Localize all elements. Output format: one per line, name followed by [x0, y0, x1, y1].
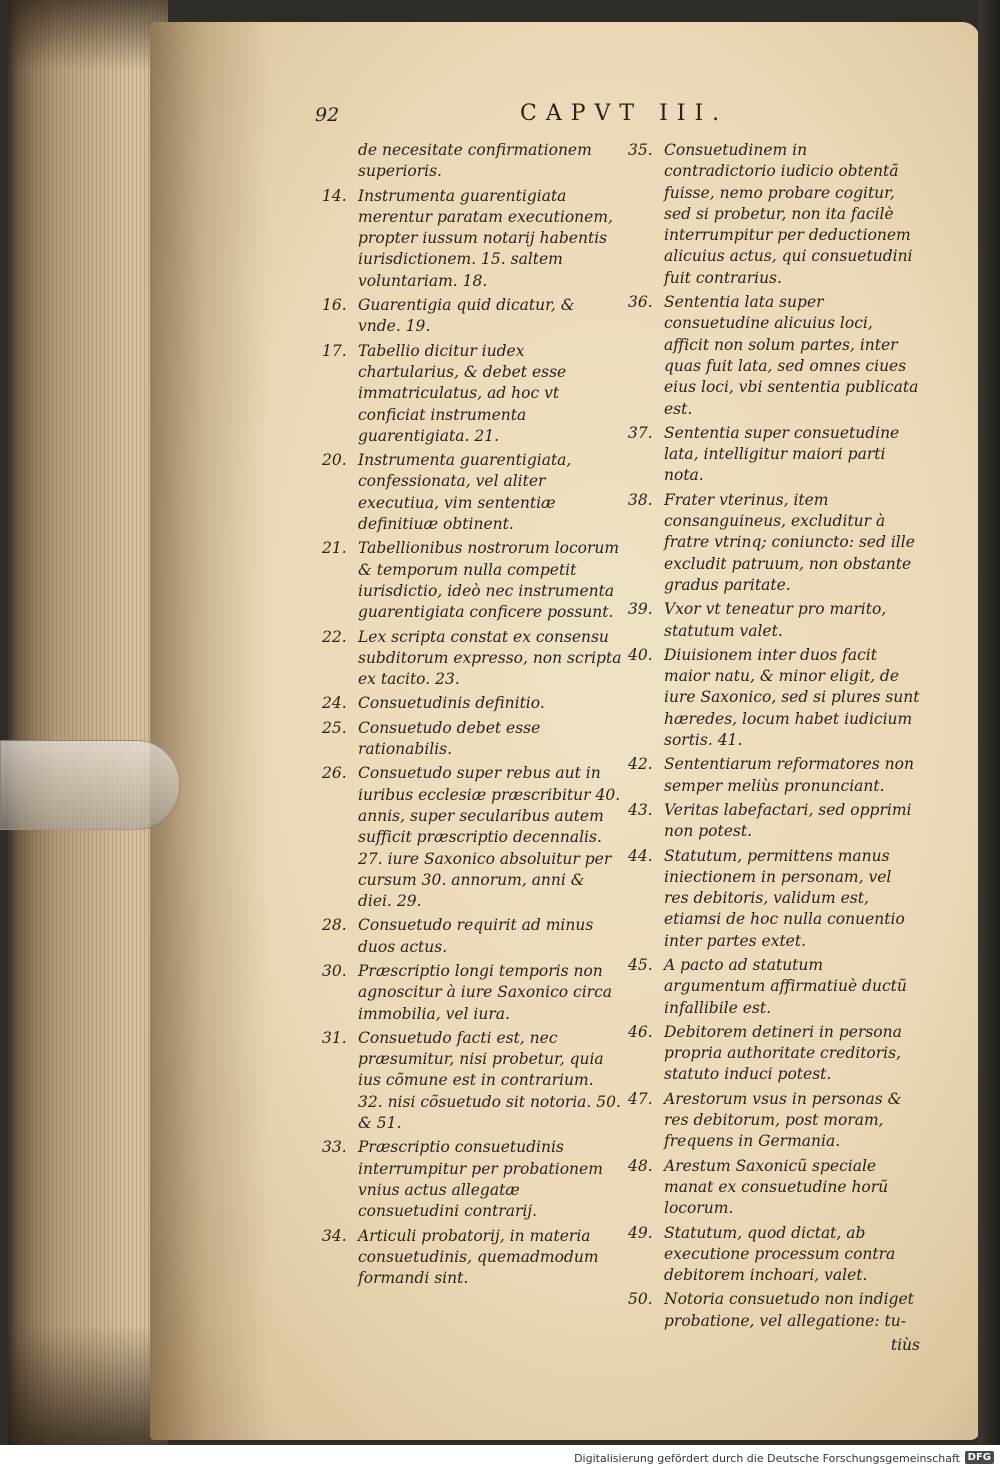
entry-number: 50.	[628, 1290, 653, 1309]
entry-number: 39.	[628, 600, 653, 619]
entry-text: Præscriptio consuetudinis interrumpitur per probationem vnius actus allegatæ consuetudini contrarij.	[358, 1138, 603, 1221]
entry-text: Diuisionem inter duos facit maior natu, & minor eligit, de iure Saxonico, sed si plures sunt hæredes, locum habet iudicium sortis. 41.	[664, 645, 920, 750]
entry-number: 37.	[628, 423, 653, 442]
index-entry	[628, 423, 920, 487]
entry-text: Tabellio dicitur iudex chartularius, & debet esse immatriculatus, ad hoc vt conficiat instrumenta guarentigiata. 21.	[358, 341, 567, 445]
dfg-logo: DFG	[965, 1451, 994, 1464]
index-entry	[322, 1028, 622, 1134]
entry-text: A pacto ad statutum argumentum affirmatiuè ductũ infallibile est.	[664, 955, 907, 1017]
entry-text: Consuetudo facti est, nec præsumitur, nisi probetur, quia ius cõmune est in contrarium. 32. nisi cõsuetudo sit notoria. 50. & 51.	[358, 1028, 621, 1133]
running-head: CAPVT III.	[520, 101, 729, 126]
entry-number: 45.	[628, 955, 653, 974]
entry-text: Arestorum vsus in personas & res debitorum, post moram, frequens in Germania.	[664, 1089, 902, 1151]
entry-text: Notoria consuetudo non indiget probatione, vel allegatione: tu-	[664, 1290, 914, 1330]
left-column	[322, 140, 622, 1292]
entry-text: Vxor vt teneatur pro marito, statutum valet.	[664, 600, 887, 640]
index-entry	[628, 955, 920, 1019]
entry-text: Tabellionibus nostrorum locorum & temporum nulla competit iurisdictio, ideò nec instrumenta guarentigiata conficere possunt.	[358, 539, 620, 622]
index-entry	[322, 295, 622, 338]
entry-number: 20.	[322, 451, 347, 470]
entry-number: 34.	[322, 1226, 347, 1245]
index-entry	[322, 450, 622, 535]
index-entry	[322, 915, 622, 958]
entry-text: Consuetudinis definitio.	[358, 694, 545, 713]
entry-text: Consuetudo requirit ad minus duos actus.	[358, 916, 594, 956]
index-entry	[628, 645, 920, 751]
entry-number: 25.	[322, 718, 347, 737]
entry-text: Veritas labefactari, sed opprimi non potest.	[664, 800, 912, 841]
entry-number: 33.	[322, 1138, 347, 1157]
page-holder-clip	[0, 740, 180, 830]
index-entry	[322, 961, 622, 1025]
entry-number: 48.	[628, 1156, 653, 1175]
entry-number: 31.	[322, 1028, 347, 1047]
page-number: 92	[315, 104, 340, 126]
index-entry	[628, 1156, 920, 1220]
entry-number: 16.	[322, 296, 347, 315]
entry-number: 36.	[628, 293, 653, 312]
index-entry	[322, 538, 622, 623]
entry-text: Lex scripta constat ex consensu subditorum expresso, non scripta ex tacito. 23.	[358, 627, 622, 689]
entry-text: Frater vterinus, item consanguineus, excluditur à fratre vtrinq; coniuncto: sed ille excludit patruum, non obstante gradus paritate.	[664, 490, 915, 594]
index-entry	[322, 718, 622, 761]
book-cover-edge	[978, 0, 1000, 1445]
entry-number: 47.	[628, 1089, 653, 1108]
entry-number: 35.	[628, 141, 653, 159]
index-entry	[628, 754, 920, 797]
entry-number: 42.	[628, 755, 653, 774]
entry-text: Consuetudinem in contradictorio iudicio obtentã fuisse, nemo probare cogitur, sed si probetur, non ita facilè interrumpitur per deductionem alicuius actus, qui consuetudini fuit contrarius.	[664, 141, 913, 287]
index-entry	[628, 1223, 920, 1287]
entry-number: 28.	[322, 916, 347, 935]
entry-number: 46.	[628, 1022, 653, 1041]
entry-text: Guarentigia quid dicatur, & vnde. 19.	[358, 296, 575, 336]
entry-text: Sententiarum reformatores non semper meliùs pronunciant.	[664, 755, 914, 795]
digitization-footer	[0, 1445, 1000, 1473]
entry-number: 14.	[322, 186, 347, 205]
entry-number: 22.	[322, 627, 347, 646]
index-entry	[628, 846, 920, 952]
index-entry	[628, 490, 920, 596]
index-entry	[628, 1289, 920, 1332]
index-entry	[628, 800, 920, 843]
index-entry	[628, 1022, 920, 1086]
entry-text: Statutum, permittens manus iniectionem in personam, vel res debitoris, validum est, etiamsi de hoc nulla conuentio inter partes extet.	[664, 846, 905, 950]
entry-text: Statutum, quod dictat, ab executione processum contra debitorem inchoari, valet.	[664, 1223, 896, 1285]
index-entry	[322, 186, 622, 292]
index-entry	[322, 140, 622, 183]
entry-number: 17.	[322, 341, 347, 360]
index-entry	[322, 1137, 622, 1222]
index-entry	[322, 341, 622, 447]
gutter-shadow	[150, 22, 270, 1440]
entry-text: Articuli probatorij, in materia consuetudinis, quemadmodum formandi sint.	[358, 1226, 599, 1288]
index-entry	[322, 763, 622, 912]
entry-text: Instrumenta guarentigiata, confessionata, vel aliter executiua, vim sententiæ definitiuæ obtinent.	[358, 451, 572, 534]
catchword: tiùs	[890, 1336, 920, 1355]
entry-number: 38.	[628, 490, 653, 509]
entry-text: Sententia lata super consuetudine alicuius loci, afficit non solum partes, inter quas fuit lata, sed omnes ciues eius loci, vbi sententia publicata est.	[664, 293, 919, 418]
entry-number: 26.	[322, 764, 347, 783]
index-entry	[322, 693, 622, 714]
right-column	[628, 140, 920, 1356]
entry-text: Consuetudo super rebus aut in iuribus ecclesiæ præscribitur 40. annis, super secularibus autem sufficit præscriptio decennalis. 27. iure Saxonico absoluitur per cursum 30. annorum, anni & diei. 29.	[358, 764, 621, 911]
entry-number: 21.	[322, 539, 347, 558]
entry-text: Debitorem detineri in persona propria authoritate creditoris, statuto induci potest.	[664, 1022, 902, 1084]
entry-number: 44.	[628, 846, 653, 865]
book-page-edges	[8, 0, 168, 1445]
entry-number: 24.	[322, 694, 347, 713]
entry-text: Instrumenta guarentigiata merentur paratam executionem, propter iussum notarij habentis iurisdictionem. 15. saltem voluntariam. 18.	[358, 186, 613, 290]
index-entry	[322, 627, 622, 691]
entry-text: Consuetudo debet esse rationabilis.	[358, 718, 541, 759]
index-entry	[628, 140, 920, 289]
entry-number: 43.	[628, 800, 653, 819]
entry-text: Arestum Saxonicũ speciale manat ex consuetudine horũ locorum.	[664, 1156, 889, 1218]
index-entry	[322, 1226, 622, 1290]
entry-number: 30.	[322, 961, 347, 980]
index-entry	[628, 599, 920, 642]
index-entry	[628, 1089, 920, 1153]
funding-credit: Digitalisierung gefördert durch die Deutsche Forschungsgemeinschaft	[574, 1452, 960, 1465]
entry-text: Præscriptio longi temporis non agnoscitur à iure Saxonico circa immobilia, vel iura.	[358, 961, 613, 1023]
index-entry	[628, 292, 920, 420]
entry-number: 49.	[628, 1223, 653, 1242]
entry-text: Sententia super consuetudine lata, intelligitur maiori parti nota.	[664, 423, 900, 485]
entry-number: 40.	[628, 645, 653, 664]
entry-text: de necesitate confirmationem superioris.	[358, 141, 592, 181]
